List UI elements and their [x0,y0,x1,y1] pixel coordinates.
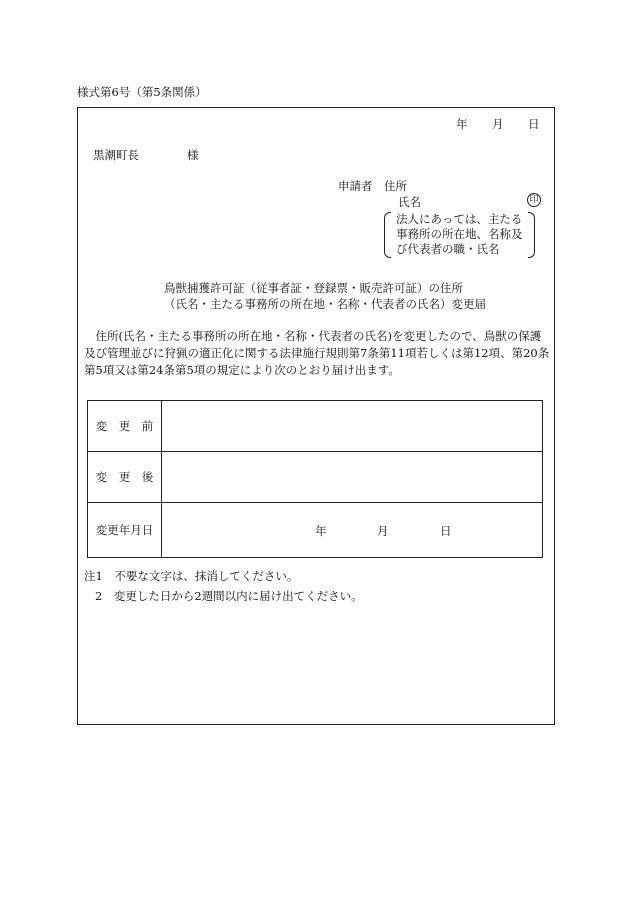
right-bracket [528,212,535,258]
corporate-note-line: 法人にあっては、主たる [396,212,523,226]
document-title-line2: （氏名・主たる事務所の所在地・名称・代表者の氏名）変更届 [164,297,486,311]
document-title-line1: 鳥獣捕獲許可証（従事者証・登録票・販売許可証）の住所 [164,281,463,295]
addressee-suffix: 様 [187,148,199,162]
change-date-field[interactable] [162,503,543,558]
addressee-name: 黒潮町長 [93,148,139,162]
body-line: 第5項又は第24条第5項の規定により次のとおり届け出ます。 [84,363,400,377]
body-line: 住所(氏名・主たる事務所の所在地・名称・代表者の氏名)を変更したので、鳥獣の保護 [95,329,542,343]
corporate-note-line: び代表者の職・氏名 [396,242,500,256]
note-2: 2 変更した日から2週間以内に届け出てください。 [95,589,363,603]
body-paragraph [84,328,549,379]
table-row [88,452,543,503]
left-bracket [384,212,391,258]
change-date-month: 月 [377,524,389,538]
date-month-label: 月 [492,117,504,131]
change-date-day: 日 [440,524,452,538]
date-year-label: 年 [456,117,468,131]
body-line: 及び管理並びに狩猟の適正化に関する法律施行規則第7条第11項若しくは第12項、第20条 [84,346,550,360]
after-change-field[interactable] [162,452,543,503]
before-change-field[interactable] [162,401,543,452]
corporate-note-line: 事務所の所在地、名称及 [396,227,523,241]
form-number-label: 様式第6号（第5条関係） [77,85,207,99]
change-date-label: 変更年月日 [88,503,162,558]
addressee [93,147,199,163]
change-date-year: 年 [315,524,327,538]
applicant-name-label: 氏名 [398,195,421,209]
date-day-label: 日 [528,117,540,131]
seal-mark-icon: 印 [527,193,541,207]
before-change-label: 変 更 前 [88,401,162,452]
after-change-label: 変 更 後 [88,452,162,503]
table-row [88,503,543,558]
table-row [88,401,543,452]
applicant-label: 申請者 [338,179,373,193]
change-details-table [87,400,543,558]
applicant-address-label: 住所 [384,179,407,193]
note-1: 注1 不要な文字は、抹消してください。 [84,569,299,583]
